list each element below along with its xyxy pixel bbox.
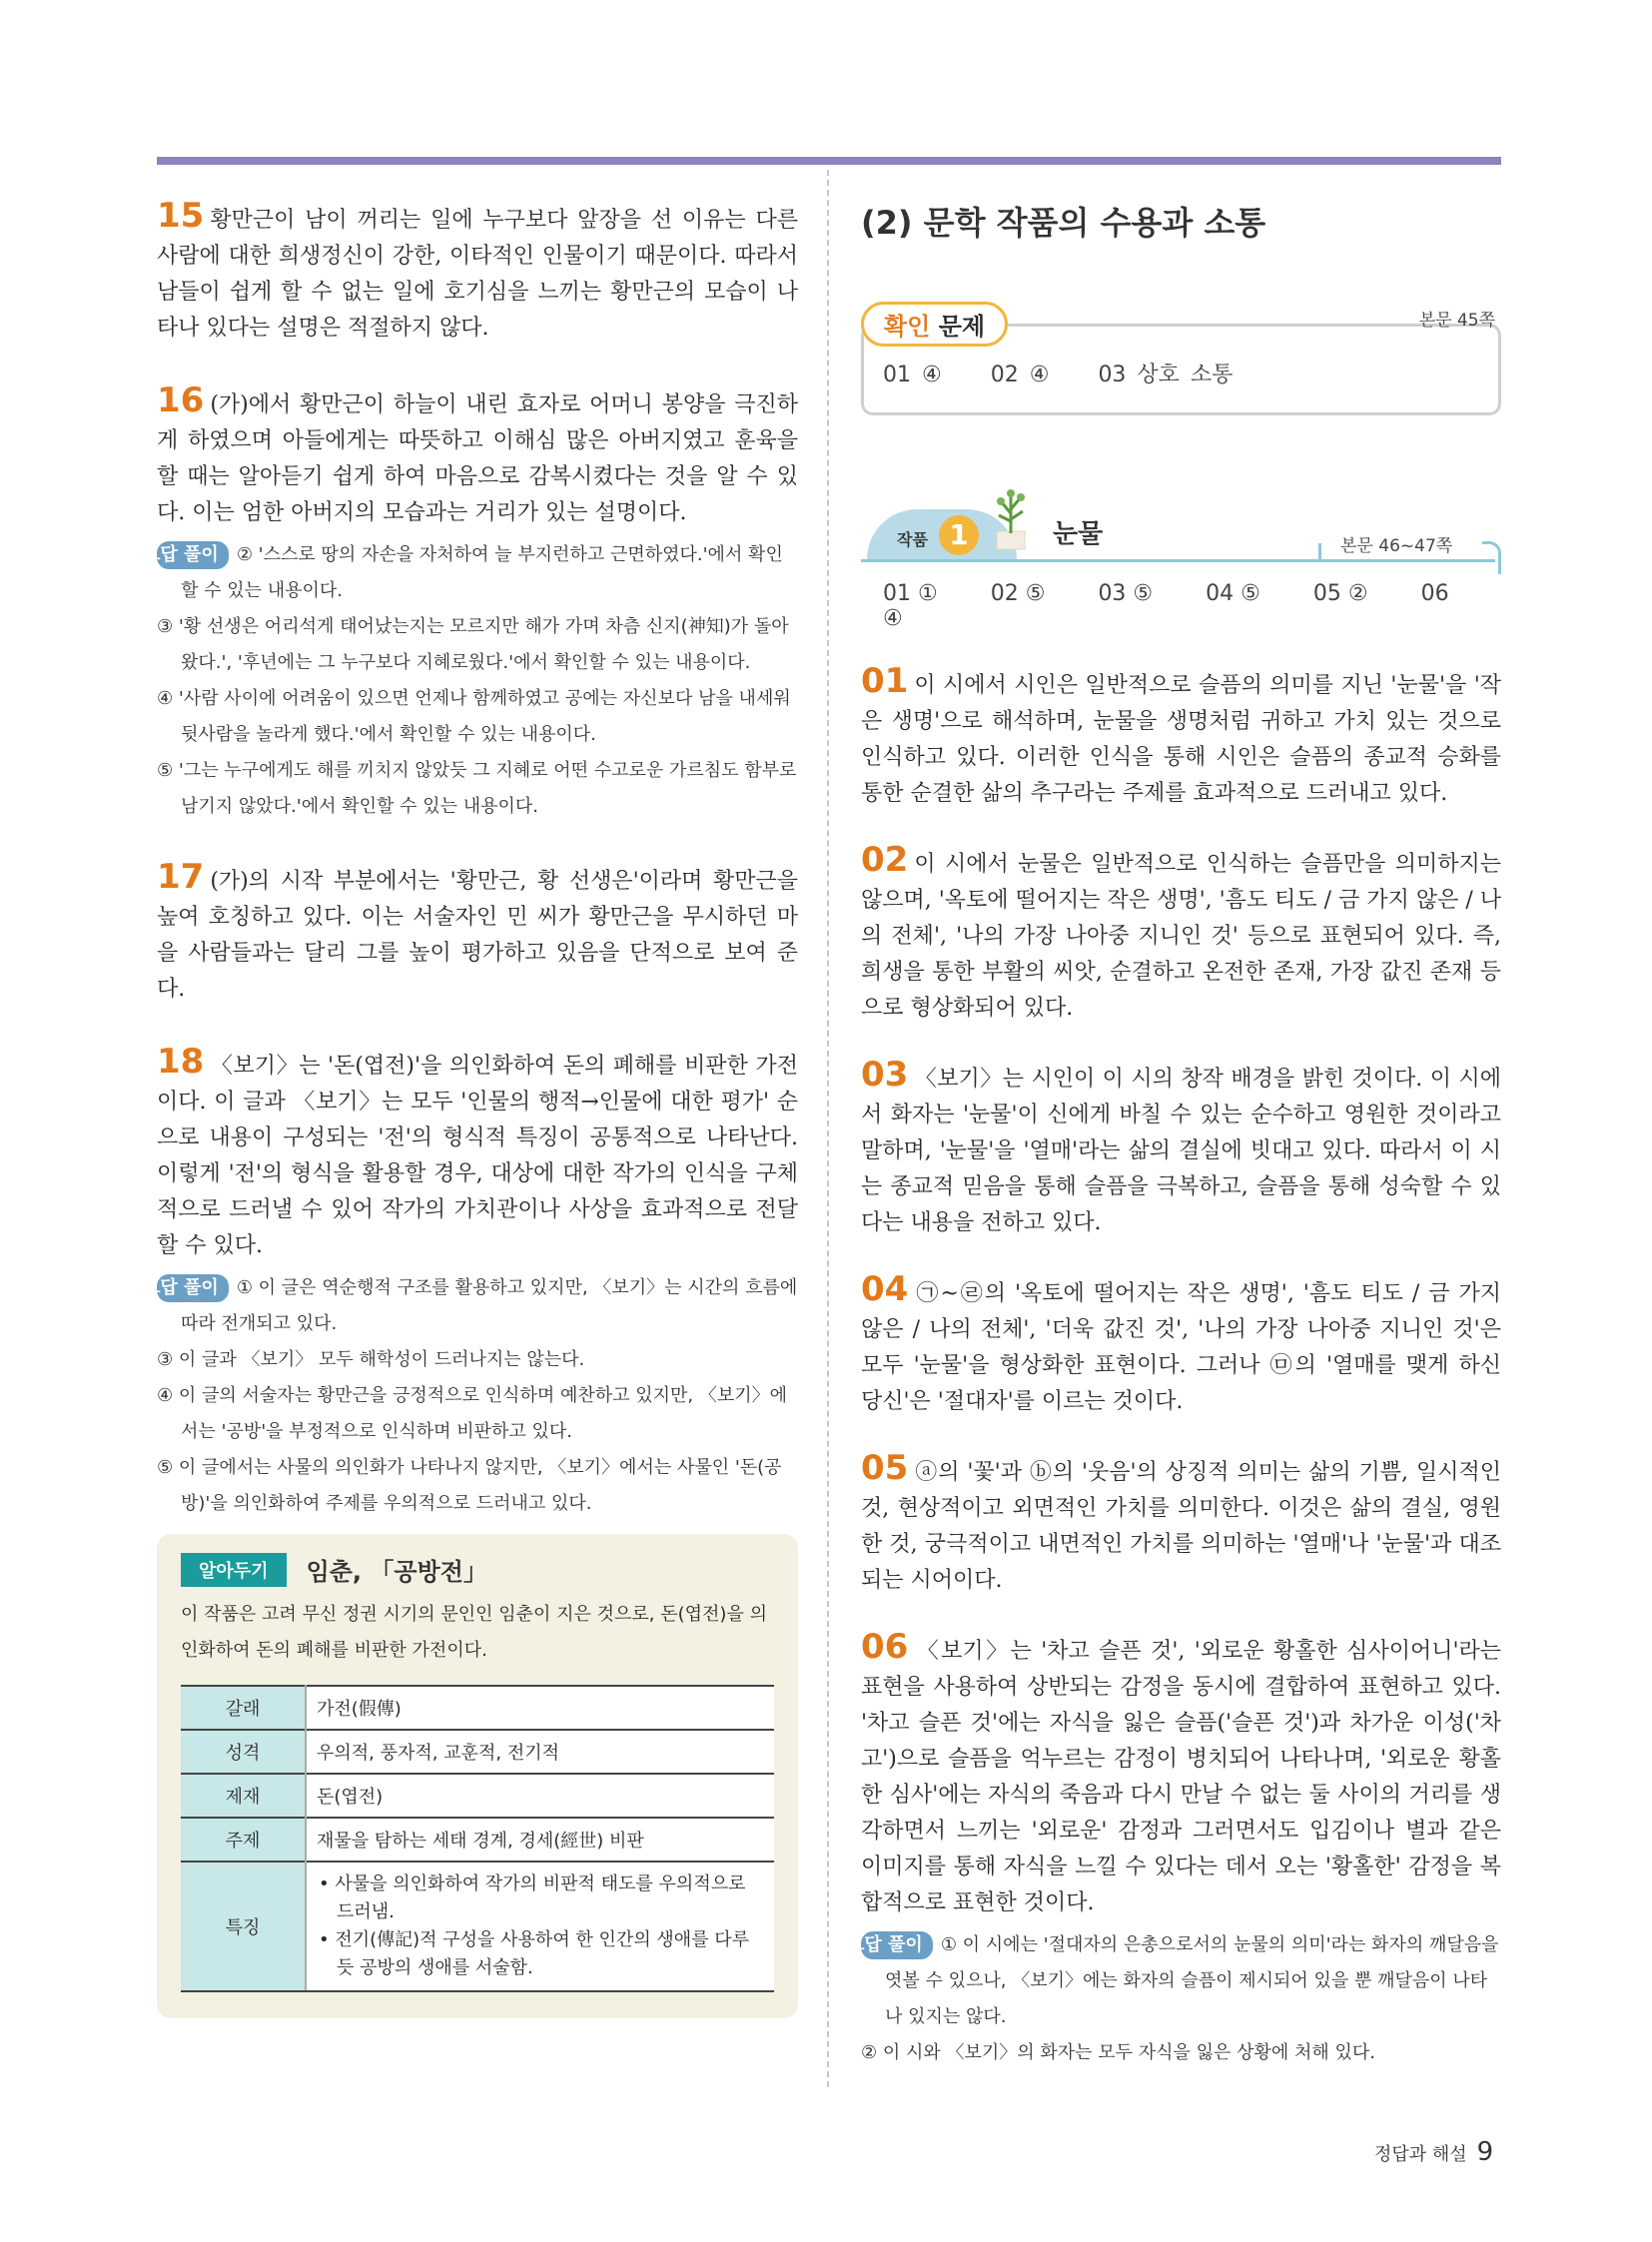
row-value: 재물을 탐하는 세태 경계, 경세(經世) 비판 bbox=[306, 1818, 774, 1862]
row-header: 주제 bbox=[181, 1818, 306, 1862]
footer-label: 정답과 해설 bbox=[1374, 2144, 1467, 2165]
note-line: ② 이 시와 〈보기〉의 화자는 모두 자식을 잃은 상황에 처해 있다. bbox=[861, 2042, 1375, 2063]
row-header: 갈래 bbox=[181, 1686, 306, 1730]
row-header: 성격 bbox=[181, 1730, 306, 1774]
info-tag: 알아두기 bbox=[181, 1553, 287, 1587]
question-number: 03 bbox=[861, 1055, 909, 1095]
question-number: 18 bbox=[157, 1042, 205, 1082]
info-table bbox=[181, 1685, 774, 1992]
work-tick bbox=[1318, 543, 1321, 561]
work-label: 작품 bbox=[897, 530, 928, 549]
info-title: 임춘, 「공방전」 bbox=[306, 1558, 487, 1586]
explanation-text: (가)의 시작 부분에서는 '황만근, 황 선생은'이라며 황만근을 높여 호칭하고 있다. 이는 서술자인 민 씨가 황만근을 무시하던 마을 사람들과는 달리 그를 높이 평가하고 있음을 단적으로 보여 준다. bbox=[157, 869, 798, 1002]
table-row bbox=[181, 1730, 774, 1774]
answer-item: 05 ② bbox=[1312, 581, 1368, 606]
table-row bbox=[181, 1774, 774, 1818]
wrong-answer-tag: 오답 풀이 bbox=[157, 1274, 229, 1302]
question-number: 01 bbox=[861, 661, 909, 701]
check-tab-highlight: 확인 bbox=[884, 313, 931, 341]
wrong-answer-note bbox=[847, 1927, 1501, 2035]
answer-04 bbox=[861, 1271, 1501, 1420]
page-reference: 본문 46~47쪽 bbox=[1340, 536, 1453, 556]
answer-item: 01 ① bbox=[883, 581, 938, 606]
explanation-text: 이 시에서 시인은 일반적으로 슬픔의 의미를 지닌 '눈물'을 '작은 생명'으로 해석하며, 눈물을 생명처럼 귀하고 가치 있는 것으로 인식하고 있다. 이러한 인식을 통해 시인은 슬픔의 종교적 승화를 통한 순결한 삶의 추구라는 주제를 효과적으로 드러내고 있다. bbox=[861, 673, 1501, 806]
question-number: 16 bbox=[157, 380, 205, 420]
note-line: ④ '사람 사이에 어려움이 있으면 언제나 함께하였고 공에는 자신보다 남을 내세워 뒷사람을 놀라게 했다.'에서 확인할 수 있는 내용이다. bbox=[157, 688, 791, 745]
check-tab-rest: 문제 bbox=[930, 313, 986, 341]
question-number: 05 bbox=[861, 1448, 909, 1488]
check-problems-box bbox=[861, 302, 1501, 413]
info-header bbox=[181, 1552, 774, 1587]
table-row bbox=[181, 1818, 774, 1862]
question-number: 06 bbox=[861, 1627, 909, 1667]
question-number: 17 bbox=[157, 857, 205, 897]
answer-item: 01 ④ bbox=[883, 363, 942, 387]
explanation-text: 〈보기〉는 시인이 이 시의 창작 배경을 밝힌 것이다. 이 시에서 화자는 '눈물'이 신에게 바칠 수 있는 순수하고 영원한 것이라고 말하며, '눈물'을 '열매'라는 삶의 결실에 빗대고 있다. 따라서 이 시는 종교적 믿음을 통해 슬픔을 극복하고, 슬픔을 통해 성숙할 수 있다는 내용을 전하고 있다. bbox=[861, 1067, 1501, 1235]
row-value bbox=[306, 1862, 774, 1991]
answer-18 bbox=[143, 1042, 798, 1522]
explanation-text: 황만근이 남이 꺼리는 일에 누구보다 앞장을 선 이유는 다른 사람에 대한 희생정신이 강한, 이타적인 인물이기 때문이다. 따라서 남들이 쉽게 할 수 없는 일에 호기심을 느끼는 황만근의 모습이 나타나 있다는 설명은 적절하지 않다. bbox=[157, 208, 798, 341]
question-number: 04 bbox=[861, 1269, 909, 1309]
work-hook bbox=[1482, 541, 1501, 574]
note-line: ① 이 시에는 '절대자의 은총으로서의 눈물의 의미'라는 화자의 깨달음을 엿볼 수 있으나, 〈보기〉에는 화자의 슬픔이 제시되어 있을 뿐 깨달음이 나타나 있지는 않다. bbox=[885, 1934, 1499, 2027]
wrong-answer-tag: 오답 풀이 bbox=[861, 1931, 933, 1959]
feature-item: • 전기(傳記)적 구성을 사용하여 한 인간의 생애를 다루듯 공방의 생애를 서술함. bbox=[319, 1929, 750, 1978]
feature-item: • 사물을 의인화하여 작가의 비판적 태도를 우의적으로 드러냄. bbox=[319, 1873, 746, 1922]
work-answers bbox=[883, 581, 1501, 631]
table-row bbox=[181, 1862, 774, 1991]
note-line: ③ '황 선생은 어리석게 태어났는지는 모르지만 해가 가며 차츰 신지(神知)가 돌아왔다.', '후년에는 그 누구보다 지혜로웠다.'에서 확인할 수 있는 내용이다. bbox=[157, 616, 789, 673]
check-tab bbox=[861, 302, 1008, 347]
answer-03 bbox=[861, 1057, 1501, 1241]
left-column bbox=[143, 196, 798, 2018]
wrong-answer-note bbox=[143, 537, 798, 609]
answer-item: 03 상호 소통 bbox=[1098, 363, 1234, 387]
question-number: 02 bbox=[861, 840, 909, 880]
wrong-answer-note bbox=[143, 1270, 798, 1342]
answer-item: 02 ⑤ bbox=[990, 581, 1046, 606]
answer-item: 06 ④ bbox=[883, 581, 1449, 631]
column-divider bbox=[827, 170, 829, 2087]
explanation-text: ㉠~㉣의 '옥토에 떨어지는 작은 생명', '흠도 티도 / 금 가지 않은 / 나의 전체', '더욱 값진 것', '나의 가장 나아중 지니인 것'은 모두 '눈물'을 형상화한 표현이다. 그러나 ㉤의 '열매를 맺게 하신 당신'은 '절대자'를 이르는 것이다. bbox=[861, 1281, 1501, 1414]
wrong-answer-tag: 오답 풀이 bbox=[157, 541, 229, 569]
row-header: 제재 bbox=[181, 1774, 306, 1818]
table-row bbox=[181, 1686, 774, 1730]
note-line: ⑤ 이 글에서는 사물의 의인화가 나타나지 않지만, 〈보기〉에서는 사물인 '돈(공방)'을 의인화하여 주제를 우의적으로 드러내고 있다. bbox=[157, 1457, 782, 1514]
note-line: ④ 이 글의 서술자는 황만근을 긍정적으로 인식하며 예찬하고 있지만, 〈보기〉에서는 '공방'을 부정적으로 인식하며 비판하고 있다. bbox=[157, 1385, 787, 1442]
answer-item: 03 ⑤ bbox=[1098, 581, 1154, 606]
question-number: 15 bbox=[157, 196, 205, 236]
answer-17 bbox=[157, 859, 798, 1008]
work-line bbox=[861, 559, 1495, 562]
info-description: 이 작품은 고려 무신 정권 시기의 문인인 임춘이 지은 것으로, 돈(엽전)을 의인화하여 돈의 폐해를 비판한 가전이다. bbox=[181, 1604, 767, 1661]
info-box bbox=[157, 1534, 798, 2018]
note-line: ② '스스로 땅의 자손을 자처하여 늘 부지런하고 근면하였다.'에서 확인할 수 있는 내용이다. bbox=[181, 544, 783, 601]
top-rule bbox=[157, 157, 1501, 165]
explanation-text: (가)에서 황만근이 하늘이 내린 효자로 어머니 봉양을 극진하게 하였으며 아들에게는 따뜻하고 이해심 많은 아버지였고 훈육을 할 때는 알아듣기 쉽게 하여 마음으로 감복시켰다는 것을 알 수 있다. 이는 엄한 아버지의 모습과는 거리가 있는 설명이다. bbox=[157, 392, 798, 525]
page-footer bbox=[1374, 2137, 1493, 2167]
answer-01 bbox=[861, 663, 1501, 812]
answer-item: 02 ④ bbox=[990, 363, 1050, 387]
note-line: ① 이 글은 역순행적 구조를 활용하고 있지만, 〈보기〉는 시간의 흐름에 따라 전개되고 있다. bbox=[181, 1277, 798, 1334]
explanation-text: 〈보기〉는 '돈(엽전)'을 의인화하여 돈의 폐해를 비판한 가전이다. 이 글과 〈보기〉는 모두 '인물의 행적→인물에 대한 평가' 순으로 내용이 구성되는 '전'의 형식적 특징이 공통적으로 나타난다. 이렇게 '전'의 형식을 활용할 경우, 대상에 대한 작가의 인식을 구체적으로 드러낼 수 있어 작가의 가치관이나 사상을 효과적으로 전달할 수 있다. bbox=[157, 1054, 798, 1258]
row-value: 돈(엽전) bbox=[306, 1774, 774, 1818]
answer-16 bbox=[143, 380, 798, 825]
work-number: 1 bbox=[939, 515, 979, 555]
answer-15 bbox=[157, 198, 798, 347]
page-number: 9 bbox=[1476, 2137, 1494, 2167]
work-title: 눈물 bbox=[1053, 519, 1104, 549]
answer-06 bbox=[847, 1627, 1501, 2071]
explanation-text: 이 시에서 눈물은 일반적으로 인식하는 슬픔만을 의미하지는 않으며, '옥토에 떨어지는 작은 생명', '흠도 티도 / 금 가지 않은 / 나의 전체', '나의 가장 나아중 지니인 것' 등으로 표현되어 있다. 즉, 희생을 통한 부활의 씨앗, 순결하고 온전한 존재, 가장 값진 존재 등으로 형상화되어 있다. bbox=[861, 852, 1501, 1021]
note-line: ⑤ '그는 누구에게도 해를 끼치지 않았듯 그 지혜로 어떤 수고로운 가르침도 함부로 남기지 않았다.'에서 확인할 수 있는 내용이다. bbox=[157, 760, 797, 817]
row-value: 우의적, 풍자적, 교훈적, 전기적 bbox=[306, 1730, 774, 1774]
section-title: (2) 문학 작품의 수용과 소통 bbox=[861, 204, 1266, 242]
right-column bbox=[847, 198, 1501, 2107]
explanation-text: 〈보기〉는 '차고 슬픈 것', '외로운 황홀한 심사이어니'라는 표현을 사용하여 상반되는 감정을 동시에 결합하여 표현하고 있다. '차고 슬픈 것'에는 자식을 잃은 슬픔('슬픈 것')과 차가운 이성('차고')으로 슬픔을 억누르는 감정이 병치되어 나타나며, '외로운 황홀한 심사'에는 자식의 죽음과 다시 만날 수 없는 둘 사이의 거리를 생각하면서 느끼는 '외로운' 감정과 그러면서도 입김이나 별과 같은 이미지를 통해 자식을 느낄 수 있다는 데서 오는 '황홀한' 감정을 복합적으로 표현한 것이다. bbox=[861, 1639, 1501, 1915]
answer-05 bbox=[861, 1450, 1501, 1599]
plant-icon bbox=[989, 483, 1033, 553]
row-value: 가전(假傳) bbox=[306, 1686, 774, 1730]
work-header bbox=[861, 509, 1501, 631]
note-line: ③ 이 글과 〈보기〉 모두 해학성이 드러나지는 않는다. bbox=[157, 1349, 585, 1370]
check-answers bbox=[883, 358, 1270, 388]
row-header: 특징 bbox=[181, 1862, 306, 1991]
answer-02 bbox=[861, 842, 1501, 1027]
page-reference: 본문 45쪽 bbox=[1418, 311, 1495, 331]
explanation-text: ⓐ의 '꽃'과 ⓑ의 '웃음'의 상징적 의미는 삶의 기쁨, 일시적인 것, 현상적이고 외면적인 가치를 의미한다. 이것은 삶의 결실, 영원한 것, 궁극적이고 내면적인 가치를 의미하는 '열매'나 '눈물'과 대조되는 시어이다. bbox=[861, 1460, 1501, 1593]
answer-item: 04 ⑤ bbox=[1206, 581, 1260, 606]
